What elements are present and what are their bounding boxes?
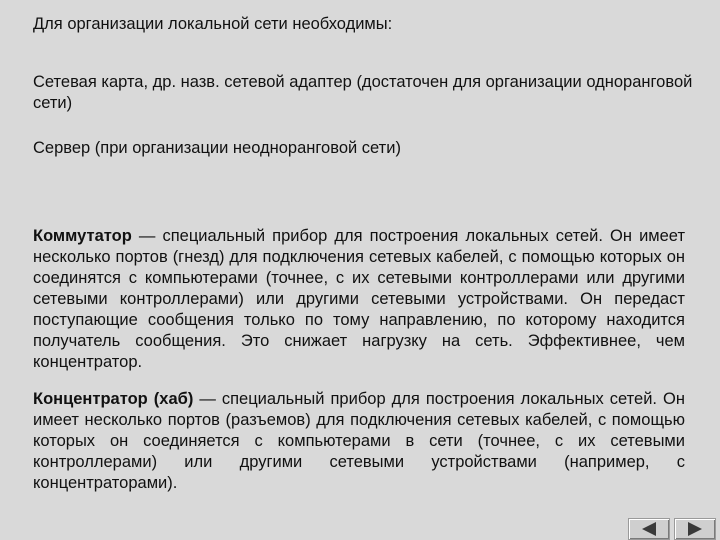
previous-slide-button[interactable]	[628, 518, 670, 540]
term-switch: Коммутатор	[33, 227, 132, 245]
slide-heading: Для организации локальной сети необходимы:	[33, 15, 393, 33]
switch-description: — специальный прибор для построения локальных сетей. Он имеет несколько портов (гнезд) для подключения сетевых кабелей, с помощью которых он соединятся с компьютерами (точнее, с их сетевыми контроллерами или другими сетевыми контроллерами) или другими сетевыми устройствами. Он передаст поступающие сообщения только по тому направлению, по которому находится получатель сообщения. Это снижает нагрузку на сеть. Эффективнее, чем концентратор.	[33, 227, 685, 371]
paragraph-hub	[33, 389, 685, 494]
next-slide-button[interactable]	[674, 518, 716, 540]
term-hub: Концентратор (хаб)	[33, 390, 194, 408]
triangle-left-icon	[642, 522, 656, 536]
list-item-network-card: Сетевая карта, др. назв. сетевой адаптер (достаточен для организации одноранговой сети)	[33, 73, 693, 112]
triangle-right-icon	[688, 522, 702, 536]
list-item-server: Сервер (при организации неодноранговой сети)	[33, 139, 401, 157]
hub-description: — специальный прибор для построения локальных сетей. Он имеет несколько портов (разъемов) для подключения сетевых кабелей, с помощью которых он соединяется с компьютерами в сети (точнее, с их сетевыми контроллерами) или другими сетевыми устройствами (например, с концентраторами).	[33, 390, 685, 492]
paragraph-switch	[33, 226, 685, 373]
